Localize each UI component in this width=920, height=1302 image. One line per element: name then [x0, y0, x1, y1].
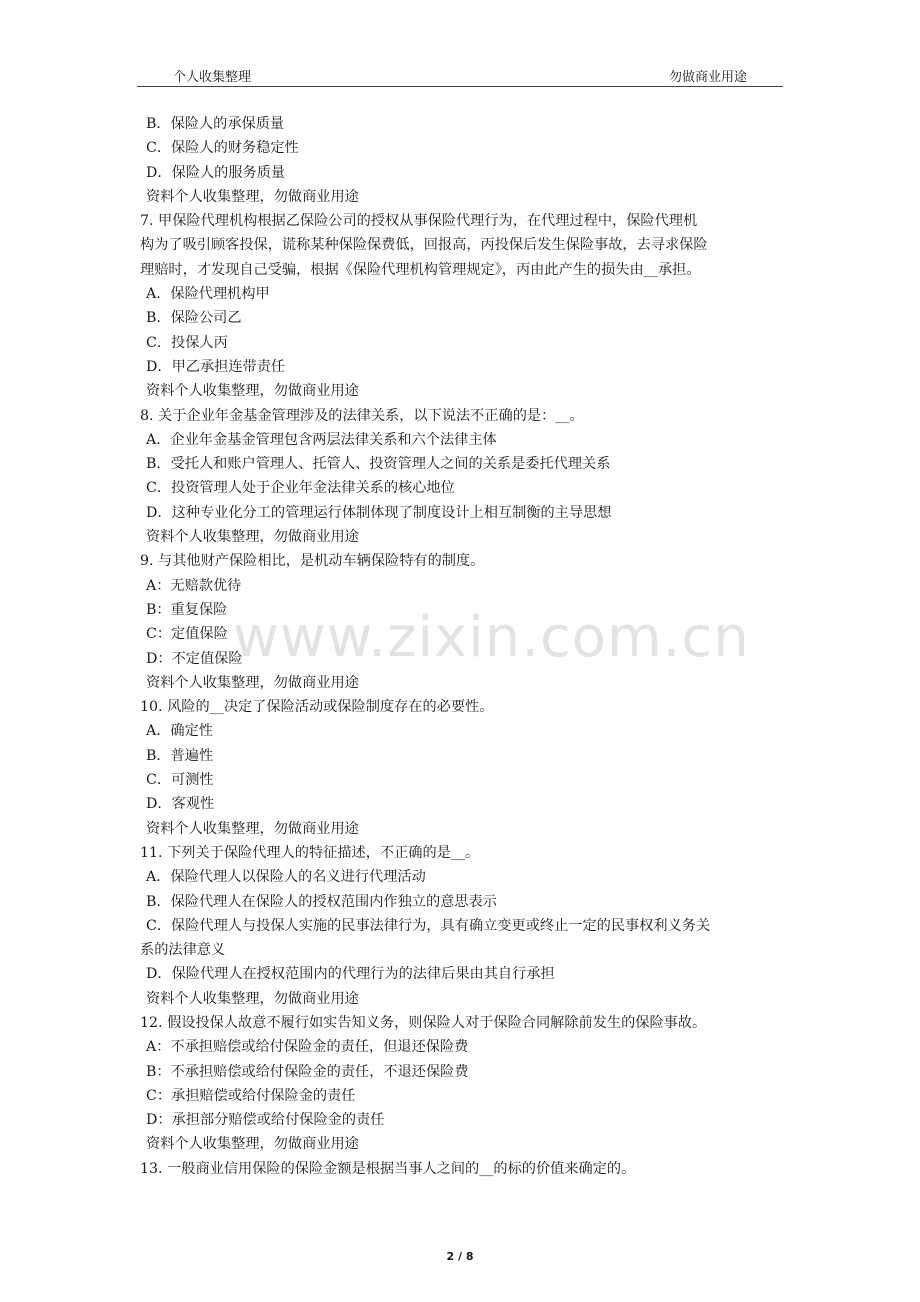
answer-option: A．确定性: [146, 723, 213, 740]
footnote-text: 资料个人收集整理，勿做商业用途: [146, 990, 359, 1007]
answer-option: B：不承担赔偿或给付保险金的责任，不退还保险费: [146, 1063, 469, 1080]
answer-option: B．保险人的承保质量: [146, 116, 285, 132]
document-body: [140, 112, 790, 1181]
answer-option: A：无赔款优待: [146, 577, 242, 594]
answer-option: C．保险人的财务稳定性: [146, 140, 299, 157]
footnote-text: 资料个人收集整理，勿做商业用途: [146, 1136, 359, 1153]
answer-option: D．这种专业化分工的管理运行体制体现了制度设计上相互制衡的主导思想: [146, 504, 612, 521]
answer-option: A．保险代理人以保险人的名义进行代理活动: [146, 869, 426, 886]
answer-option: D．保险代理人在授权范围内的代理行为的法律后果由其自行承担: [146, 966, 555, 983]
answer-option: D：承担部分赔偿或给付保险金的责任: [146, 1112, 385, 1129]
answer-option: D．客观性: [146, 796, 215, 813]
question-text: 12. 假设投保人故意不履行如实告知义务，则保险人对于保险合同解除前发生的保险事故。: [140, 1014, 707, 1031]
answer-option: D．保险人的服务质量: [146, 164, 286, 181]
footnote-text: 资料个人收集整理，勿做商业用途: [146, 529, 359, 546]
question-text: 7. 甲保险代理机构根据乙保险公司的授权从事保险代理行为，在代理过程中，保险代理机: [140, 213, 698, 230]
answer-option: C：定值保险: [146, 626, 228, 643]
question-text: 13. 一般商业信用保险的保险金额是根据当事人之间的__的标的价值来确定的。: [140, 1160, 636, 1177]
answer-option: C．可测性: [146, 772, 214, 789]
answer-option: C．投保人丙: [146, 334, 228, 351]
footnote-text: 资料个人收集整理，勿做商业用途: [146, 820, 359, 837]
watermark: www.zixin.com.cn: [233, 605, 750, 670]
answer-option: C：承担赔偿或给付保险金的责任: [146, 1087, 356, 1104]
question-text: 10. 风险的__决定了保险活动或保险制度存在的必要性。: [140, 699, 494, 716]
answer-option: B：重复保险: [146, 601, 228, 618]
answer-option: A．保险代理机构甲: [146, 286, 270, 303]
question-text: 理赔时，才发现自己受骗，根据《保险代理机构管理规定》，丙由此产生的损失由__承担。: [140, 261, 701, 278]
answer-option: D．甲乙承担连带责任: [146, 358, 286, 375]
footnote-text: 资料个人收集整理，勿做商业用途: [146, 188, 359, 205]
header-right-text: 勿做商业用途: [668, 70, 747, 85]
answer-option: B．保险公司乙: [146, 310, 242, 327]
answer-option: B．普遍性: [146, 747, 214, 764]
question-text: 8. 关于企业年金基金管理涉及的法律关系，以下说法不正确的是：__。: [140, 407, 584, 424]
answer-option: C．保险代理人与投保人实施的民事法律行为，具有确立变更或终止一定的民事权利义务关: [146, 917, 711, 934]
question-text: 构为了吸引顾客投保，谎称某种保险保费低，回报高，丙投保后发生保险事故，去寻求保险: [140, 237, 708, 254]
answer-option: B．受托人和账户管理人、托管人、投资管理人之间的关系是委托代理关系: [146, 456, 611, 473]
answer-option: D：不定值保险: [146, 650, 243, 667]
question-text: 系的法律意义: [140, 942, 226, 959]
footnote-text: 资料个人收集整理，勿做商业用途: [146, 383, 359, 400]
page-header: [137, 64, 783, 87]
footnote-text: 资料个人收集整理，勿做商业用途: [146, 674, 359, 691]
question-text: 9. 与其他财产保险相比，是机动车辆保险特有的制度。: [140, 553, 485, 570]
answer-option: C．投资管理人处于企业年金法律关系的核心地位: [146, 480, 455, 497]
question-text: 11. 下列关于保险代理人的特征描述，不正确的是__。: [140, 844, 480, 861]
header-left-text: 个人收集整理: [173, 70, 252, 85]
answer-option: A．企业年金基金管理包含两层法律关系和六个法律主体: [146, 431, 497, 448]
answer-option: B．保险代理人在保险人的授权范围内作独立的意思表示: [146, 893, 497, 910]
page-number: 2 / 8: [446, 1250, 474, 1263]
answer-option: A：不承担赔偿或给付保险金的责任，但退还保险费: [146, 1039, 469, 1056]
